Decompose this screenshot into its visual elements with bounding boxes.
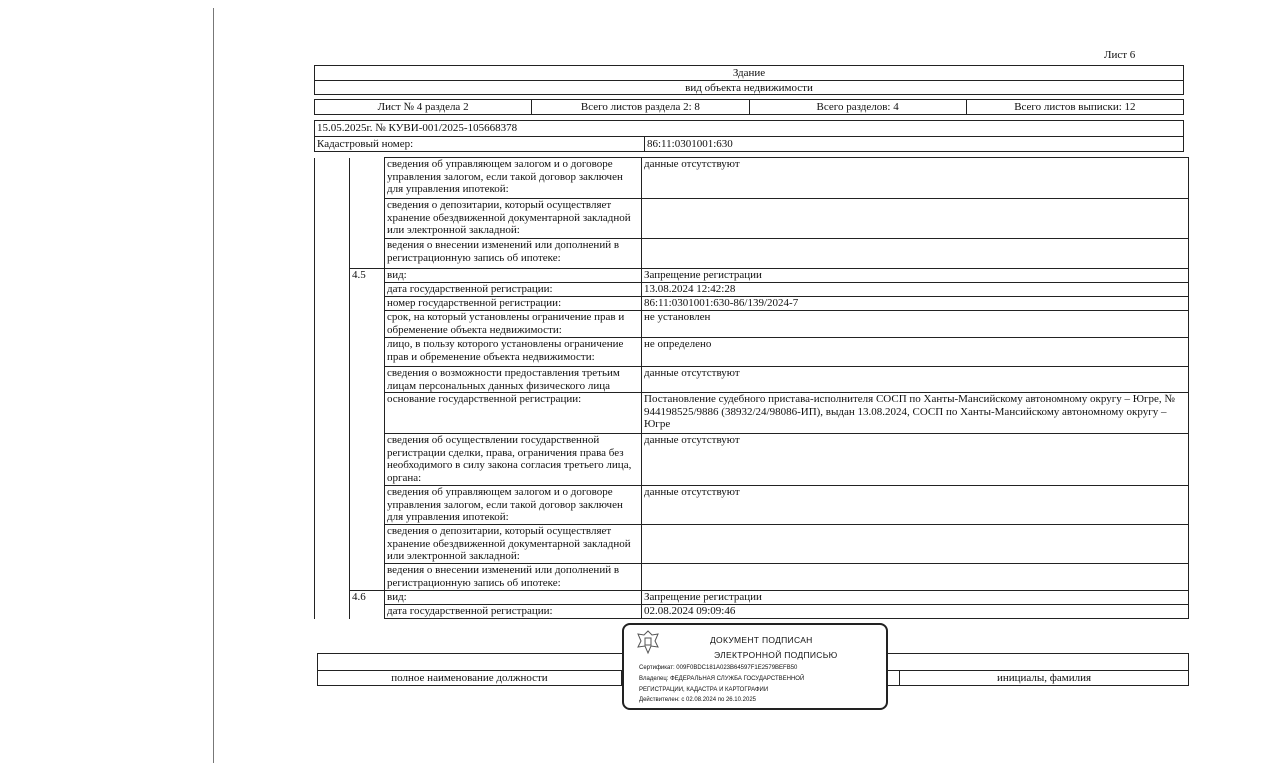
table-row [315,311,1189,338]
item-number [350,605,385,619]
indent-cell [315,564,350,591]
table-row [315,434,1189,486]
field-value: данные отсутствуют [642,434,1189,486]
stamp-owner2: РЕГИСТРАЦИИ, КАДАСТРА И КАРТОГРАФИИ [639,687,769,693]
field-label: срок, на который установлены ограничение прав и обременение объекта недвижимости: [385,311,642,338]
item-number [350,564,385,591]
field-label: дата государственной регистрации: [385,605,642,619]
field-value: данные отсутствуют [642,367,1189,393]
field-label: ведения о внесении изменений или дополнений в регистрационную запись об ипотеке: [385,239,642,269]
indent-cell [315,269,350,283]
field-label: сведения о возможности предоставления третьим лицам персональных данных физического лица [385,367,642,393]
encumbrance-table [314,157,1189,619]
indent-cell [315,434,350,486]
table-row [315,338,1189,367]
field-value: 02.08.2024 09:09:46 [642,605,1189,619]
field-value [642,199,1189,239]
table-row [315,367,1189,393]
table-row [315,239,1189,269]
object-header [314,65,1184,95]
item-number [350,158,385,199]
table-row [315,283,1189,297]
item-number [350,239,385,269]
object-type-label: вид объекта недвижимости [685,82,813,94]
item-number: 4.5 [350,269,385,283]
field-label: сведения об управляющем залогом и о договоре управления залогом, если такой договор заключен для управления ипотекой: [385,158,642,199]
indent-cell [315,486,350,525]
field-value: Запрещение регистрации [642,269,1189,283]
section-total-sheets: Всего листов раздела 2: 8 [532,100,749,114]
name-label: инициалы, фамилия [899,671,1188,686]
indent-cell [315,199,350,239]
total-extract-sheets: Всего листов выписки: 12 [1014,101,1136,113]
field-label: ведения о внесении изменений или дополнений в регистрационную запись об ипотеке: [385,564,642,591]
indent-cell [315,311,350,338]
object-name: Здание [315,66,1183,81]
field-label: номер государственной регистрации: [385,297,642,311]
field-label: лицо, в пользу которого установлены ограничение прав и обременение объекта недвижимости: [385,338,642,367]
table-row [315,199,1189,239]
sheet-number: Лист 6 [1104,49,1136,61]
field-label: вид: [385,269,642,283]
field-value [642,525,1189,564]
item-number [350,367,385,393]
stamp-line2: ЭЛЕКТРОННОЙ ПОДПИСЬЮ [714,650,838,660]
field-value: не установлен [642,311,1189,338]
indent-cell [315,158,350,199]
item-number [350,434,385,486]
indent-cell [315,367,350,393]
table-row [315,564,1189,591]
position-label: полное наименование должности [318,671,622,686]
stamp-validity: Действителен: с 02.08.2024 по 26.10.2025 [639,697,756,703]
registration-info [314,120,1184,152]
table-row [315,591,1189,605]
field-label: вид: [385,591,642,605]
field-value: данные отсутствуют [642,158,1189,199]
item-number [350,199,385,239]
field-value: 13.08.2024 12:42:28 [642,283,1189,297]
sheet-info [314,99,1184,115]
field-value: 86:11:0301001:630-86/139/2024-7 [642,297,1189,311]
indent-cell [315,605,350,619]
item-number [350,283,385,297]
item-number [350,338,385,367]
field-label: основание государственной регистрации: [385,393,642,434]
item-number [350,311,385,338]
field-value: Запрещение регистрации [642,591,1189,605]
item-number [350,525,385,564]
table-row [315,393,1189,434]
cadastral-value: 86:11:0301001:630 [647,138,733,150]
table-row [315,605,1189,619]
table-row [315,486,1189,525]
stamp-line1: ДОКУМЕНТ ПОДПИСАН [710,635,813,645]
stamp-owner1: Владелец: ФЕДЕРАЛЬНАЯ СЛУЖБА ГОСУДАРСТВЕННОЙ [639,676,805,682]
field-label: сведения об управляющем залогом и о договоре управления залогом, если такой договор заключен для управления ипотекой: [385,486,642,525]
indent-cell [315,283,350,297]
field-value: Постановление судебного пристава-исполнителя СОСП по Ханты-Мансийскому автономному округу – Югре, № 944198525/9886 (38932/24/98086-ИП), выдан 13.08.2024, СОСП по Ханты-Мансийскому автономному округу – Югре [642,393,1189,434]
table-row [315,297,1189,311]
field-label: дата государственной регистрации: [385,283,642,297]
cadastral-label: Кадастровый номер: [315,137,645,152]
indent-cell [315,338,350,367]
field-value: данные отсутствуют [642,486,1189,525]
emblem-icon [636,629,660,655]
sheet-section: Лист № 4 раздела 2 [315,100,532,114]
item-number [350,486,385,525]
total-sections: Всего разделов: 4 [750,100,967,114]
table-row [315,525,1189,564]
field-label: сведения об осуществлении государственной регистрации сделки, права, ограничения права без необходимого в силу закона согласия третьего лица, органа: [385,434,642,486]
field-value [642,564,1189,591]
extract-date-number: 15.05.2025г. № КУВИ-001/2025-105668378 [317,122,518,134]
indent-cell [315,239,350,269]
item-number [350,297,385,311]
field-value: не определено [642,338,1189,367]
field-value [642,239,1189,269]
field-label: сведения о депозитарии, который осуществляет хранение обездвиженной документарной закладной или электронной закладной: [385,525,642,564]
indent-cell [315,525,350,564]
indent-cell [315,297,350,311]
page-edge-line [213,8,214,763]
field-label: сведения о депозитарии, который осуществляет хранение обездвиженной документарной закладной или электронной закладной: [385,199,642,239]
table-row [315,269,1189,283]
item-number: 4.6 [350,591,385,605]
electronic-signature-stamp [622,623,888,710]
table-row [315,158,1189,199]
indent-cell [315,393,350,434]
item-number [350,393,385,434]
stamp-certificate: Сертификат: 009F0BDC181A023B64597F1E2579BEFB50 [639,665,798,671]
indent-cell [315,591,350,605]
